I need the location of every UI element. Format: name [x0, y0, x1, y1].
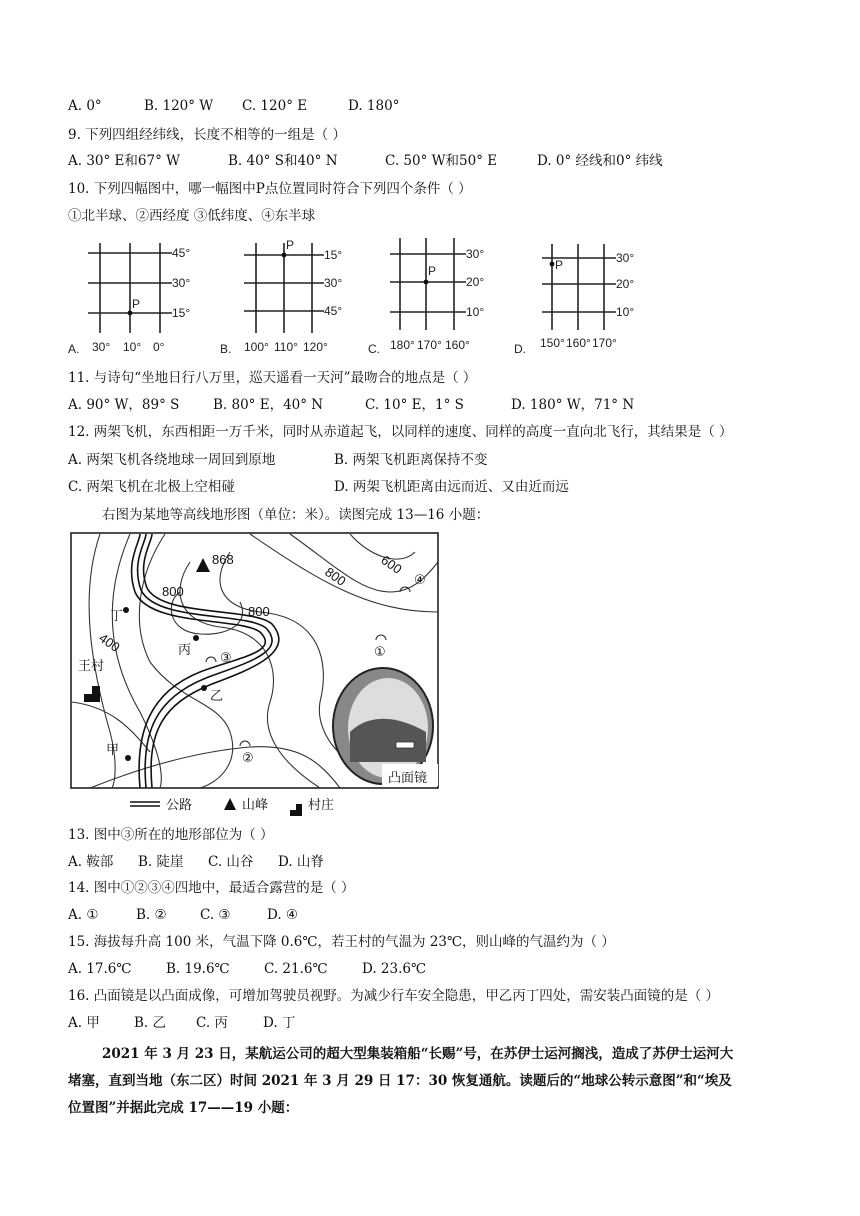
point-p-d	[550, 262, 555, 267]
passage-line-1: 2021 年 3 月 23 日，某航运公司的超大型集装箱船“长赐”号，在苏伊士运河搁浅，造成了苏伊士运河大	[102, 1046, 734, 1062]
label-ding: 丁	[110, 608, 124, 623]
q9-option-c: C. 50° W和50° E	[385, 153, 498, 169]
label-village: 王村	[78, 658, 105, 673]
fig-a-lon-2: 10°	[123, 340, 142, 354]
q15-option-d: D. 23.6℃	[362, 961, 427, 977]
legend-village-icon	[290, 804, 302, 816]
legend-road: 公路	[166, 797, 193, 812]
fig-d-lon-3: 170°	[592, 336, 617, 350]
q14-options	[68, 906, 298, 924]
passage-line-2: 堵塞，直到当地（东二区）时间 2021 年 3 月 29 日 17：30 恢复通航。读题后的“地球公转示意图”和“埃及	[68, 1073, 732, 1089]
fig-d-lat-2: 20°	[616, 277, 635, 291]
mirror-label: 凸面镜	[388, 770, 428, 785]
point-yi	[201, 685, 207, 691]
point-p-a	[128, 311, 133, 316]
fig-d-lat-1: 30°	[616, 251, 635, 265]
site-1: ①	[374, 644, 386, 659]
q13-option-a: A. 鞍部	[68, 854, 114, 870]
fig-c-lat-3: 10°	[466, 305, 485, 319]
q16-option-a: A. 甲	[68, 1015, 100, 1031]
q14-option-a: A. ①	[68, 907, 99, 923]
q13-option-c: C. 山谷	[208, 854, 254, 870]
q15-option-a: A. 17.6℃	[68, 961, 132, 977]
fig-d-lon-1: 150°	[540, 336, 565, 350]
q10-stem: 10. 下列四幅图中，哪一幅图中P点位置同时符合下列四个条件（ ）	[68, 181, 472, 197]
point-p-c	[424, 280, 429, 285]
q10-conditions: ①北半球、②西经度 ③低纬度、④东半球	[68, 208, 316, 224]
point-bing	[193, 635, 199, 641]
contour-label-600: 600	[378, 552, 405, 577]
map-intro: 右图为某地等高线地形图（单位：米）。读图完成 13—16 小题：	[102, 507, 490, 523]
q16-option-d: D. 丁	[263, 1015, 296, 1031]
q16-option-c: C. 丙	[196, 1015, 228, 1031]
fig-a-lat-3: 15°	[172, 306, 191, 320]
q8-option-a: A. 0°	[68, 98, 102, 114]
fig-a-lat-1: 45°	[172, 246, 191, 260]
q12-option-c: C. 两架飞机在北极上空相碰	[68, 479, 235, 495]
fig-c-lon-2: 170°	[417, 338, 442, 352]
map-legend	[130, 797, 334, 816]
q16-option-b: B. 乙	[134, 1015, 167, 1031]
legend-village: 村庄	[308, 797, 335, 812]
site-4: ④	[414, 572, 426, 587]
q11-option-a: A. 90° W，89° S	[68, 397, 180, 413]
q13-options	[68, 853, 324, 871]
q14-stem: 14. 图中①②③④四地中，最适合露营的是（ ）	[68, 880, 355, 896]
fig-a-lon-1: 30°	[92, 340, 111, 354]
q10-figure-c	[368, 238, 498, 358]
fig-a-letter: A.	[68, 342, 80, 356]
q9-option-d: D. 0° 经线和0° 纬线	[537, 153, 663, 169]
fig-c-letter: C.	[368, 342, 380, 356]
legend-peak-icon	[224, 798, 236, 810]
fig-d-letter: D.	[514, 342, 526, 356]
label-jia: 甲	[106, 742, 120, 757]
legend-peak: 山峰	[242, 797, 269, 812]
fig-a-lat-2: 30°	[172, 276, 191, 290]
contour-label-400: 400	[96, 630, 123, 655]
fig-d-lat-3: 10°	[616, 305, 635, 319]
q8-option-b: B. 120° W	[144, 98, 214, 114]
q9-stem: 9. 下列四组经纬线，长度不相等的一组是（ ）	[68, 127, 346, 143]
contour-label-800-b: 800	[248, 604, 270, 619]
fig-c-lat-2: 20°	[466, 275, 485, 289]
q9-options	[68, 152, 663, 170]
label-yi: 乙	[210, 688, 224, 703]
q9-option-a: A. 30° E和67° W	[68, 153, 181, 169]
q13-option-d: D. 山脊	[278, 854, 324, 870]
fig-b-lat-1: 15°	[324, 248, 343, 262]
q8-option-d: D. 180°	[348, 98, 400, 114]
contour-label-800-c: 800	[322, 564, 349, 589]
contour-map-svg	[70, 532, 450, 822]
fig-c-point: P	[428, 264, 437, 278]
passage-line-3: 位置图”并据此完成 17——19 小题：	[68, 1100, 299, 1116]
q10-figure-b	[220, 238, 350, 358]
q11-stem: 11. 与诗句“坐地日行八万里，巡天遥看一天河”最吻合的地点是（ ）	[68, 370, 477, 386]
point-ding	[123, 607, 129, 613]
q11-options	[68, 396, 634, 414]
q14-option-c: C. ③	[200, 907, 231, 923]
fig-b-lon-1: 100°	[244, 340, 269, 354]
q11-option-d: D. 180° W，71° N	[511, 397, 635, 413]
fig-b-lon-2: 110°	[274, 340, 298, 354]
q10-figure-d	[514, 242, 654, 358]
label-bing: 丙	[178, 642, 192, 657]
fig-b-lat-3: 45°	[324, 304, 343, 318]
fig-c-lon-3: 160°	[445, 338, 470, 352]
contour-label-800-a: 800	[162, 584, 184, 599]
q14-option-d: D. ④	[267, 907, 299, 923]
site-3: ③	[220, 650, 232, 665]
q15-options	[68, 960, 426, 978]
q9-option-b: B. 40° S和40° N	[228, 153, 338, 169]
fig-b-lon-3: 120°	[303, 340, 328, 354]
point-p-b	[282, 253, 287, 258]
q8-option-c: C. 120° E	[242, 98, 308, 114]
q15-stem: 15. 海拔每升高 100 米，气温下降 0.6℃，若王村的气温为 23℃，则山峰的气温约为（ ）	[68, 934, 615, 950]
fig-c-lat-1: 30°	[466, 247, 485, 261]
q11-option-b: B. 80° E，40° N	[213, 397, 324, 413]
peak-elevation: 868	[212, 552, 234, 567]
fig-a-point: P	[132, 297, 141, 311]
q15-option-b: B. 19.6℃	[166, 961, 230, 977]
q13-option-b: B. 陡崖	[138, 854, 184, 870]
fig-b-lat-2: 30°	[324, 276, 343, 290]
contour-map	[70, 532, 450, 822]
fig-d-point: P	[555, 258, 564, 272]
fig-b-letter: B.	[220, 342, 232, 356]
q16-stem: 16. 凸面镜是以凸面成像，可增加驾驶员视野。为减少行车安全隐患，甲乙丙丁四处，需安装凸面镜的是（ ）	[68, 988, 720, 1004]
q10-figure-a	[68, 238, 198, 358]
fig-c-lon-1: 180°	[390, 338, 415, 352]
point-jia	[125, 755, 131, 761]
q12-option-d: D. 两架飞机距离由远而近、又由近而远	[334, 479, 569, 495]
site-2: ②	[242, 750, 254, 765]
q15-option-c: C. 21.6℃	[264, 961, 328, 977]
q16-options	[68, 1014, 295, 1032]
q8-options	[68, 97, 399, 115]
fig-b-point: P	[286, 238, 295, 252]
fig-d-lon-2: 160°	[566, 336, 591, 350]
q14-option-b: B. ②	[136, 907, 167, 923]
q12-option-b: B. 两架飞机距离保持不变	[334, 452, 488, 468]
q12-option-a: A. 两架飞机各绕地球一周回到原地	[68, 452, 276, 468]
q12-options-row2	[68, 478, 569, 496]
fig-a-lon-3: 0°	[153, 340, 165, 354]
q12-stem: 12. 两架飞机，东西相距一万千米，同时从赤道起飞，以同样的速度、同样的高度一直向北飞行，其结果是（ ）	[68, 424, 733, 440]
q12-options-row1	[68, 451, 488, 469]
q13-stem: 13. 图中③所在的地形部位为（ ）	[68, 827, 274, 843]
q11-option-c: C. 10° E，1° S	[365, 397, 464, 413]
